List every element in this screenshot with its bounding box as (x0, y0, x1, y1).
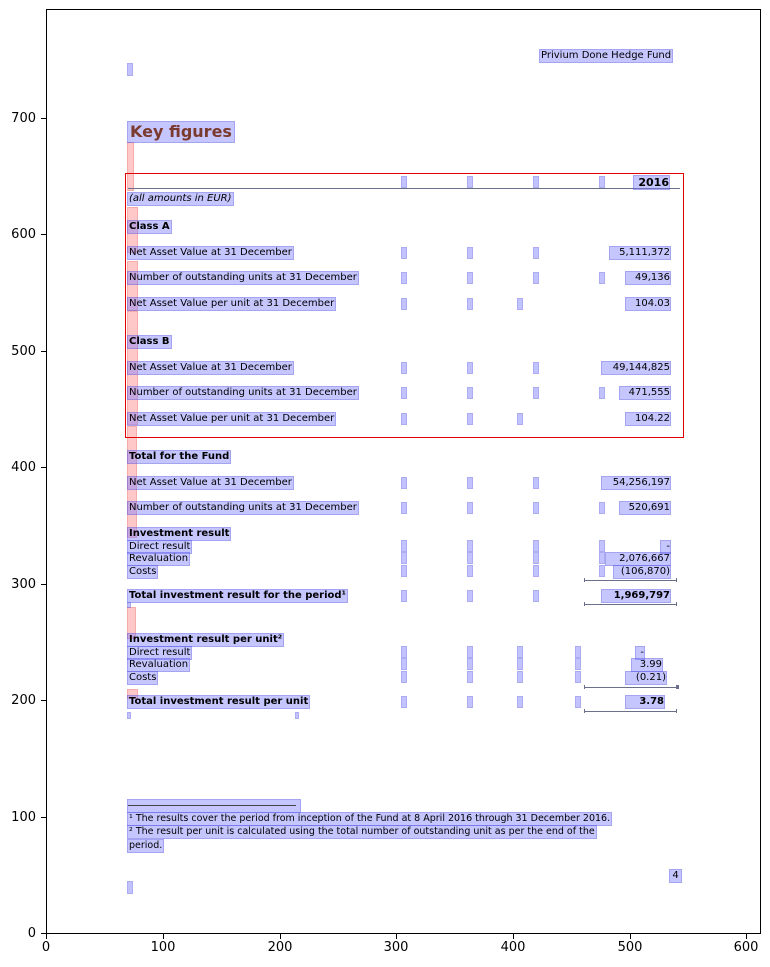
row-label: Revaluation (129, 659, 189, 670)
total-fund-heading: Total for the Fund (129, 451, 230, 462)
total-result-value: 1,969,797 (602, 590, 670, 602)
class-a-heading: Class A (129, 221, 170, 232)
row-label: Direct result (129, 541, 191, 552)
row-label: Net Asset Value per unit at 31 December (129, 298, 335, 309)
row-label: Number of outstanding units at 31 December (129, 502, 357, 513)
year-column-header: 2016 (634, 176, 669, 189)
footnote-1: ¹ The results cover the period from inception of the Fund at 8 April 2016 through 31 December 2016. (129, 813, 611, 824)
investment-result-heading: Investment result (129, 528, 230, 539)
top-frame (46, 9, 761, 10)
row-value: 3.99 (632, 659, 662, 671)
row-value: 49,144,825 (602, 362, 670, 374)
total-result-label: Total investment result for the period¹ (129, 590, 346, 601)
row-value: 104.22 (626, 413, 670, 425)
row-label: Direct result (129, 647, 191, 658)
row-label: Number of outstanding units at 31 December (129, 272, 357, 283)
subtotal-rule (584, 687, 676, 688)
y-tick-label: 100 (11, 810, 36, 825)
row-value: 54,256,197 (602, 477, 670, 489)
total-per-unit-label: Total investment result per unit (129, 696, 309, 707)
x-tick-label: 500 (617, 940, 643, 955)
footnote-separator-block (128, 800, 300, 812)
row-value: 104.03 (626, 298, 670, 310)
result-per-unit-heading: Investment result per unit² (129, 634, 283, 645)
row-label: Net Asset Value at 31 December (129, 247, 292, 258)
x-tick-label: 400 (500, 940, 526, 955)
row-value: - (661, 541, 670, 553)
left-axis (46, 9, 47, 934)
row-value: 5,111,372 (610, 247, 670, 259)
x-tick-label: 600 (733, 940, 759, 955)
row-value: (0.21) (626, 672, 666, 684)
x-tick-label: 100 (150, 940, 176, 955)
y-tick-label: 600 (11, 227, 36, 242)
footnote-separator (128, 805, 296, 806)
footnote-2: ² The result per unit is calculated using the total number of outstanding unit as per the end of the (129, 826, 595, 837)
row-label: Net Asset Value at 31 December (129, 477, 292, 488)
y-tick-label: 500 (11, 344, 36, 359)
y-tick-label: 0 (27, 926, 36, 941)
subtotal-rule (584, 580, 676, 581)
right-frame (760, 9, 761, 934)
fund-name-header: Privium Done Hedge Fund (541, 50, 672, 61)
page-title: Key figures (130, 122, 232, 141)
row-label: Net Asset Value at 31 December (129, 362, 292, 373)
row-value: - (636, 647, 644, 659)
y-tick-label: 300 (11, 577, 36, 592)
header-marker (128, 64, 132, 75)
total-rule (584, 604, 676, 605)
footer-marker (128, 882, 132, 893)
x-tick-label: 200 (267, 940, 293, 955)
y-tick-label: 400 (11, 460, 36, 475)
y-tick-label: 200 (11, 693, 36, 708)
class-b-heading: Class B (129, 336, 170, 347)
bottom-axis (46, 933, 761, 934)
row-label: Number of outstanding units at 31 December (129, 387, 357, 398)
x-tick-label: 300 (383, 940, 409, 955)
row-value: 471,555 (620, 387, 670, 399)
page-number: 4 (670, 870, 681, 882)
x-tick-label: 0 (41, 940, 51, 955)
header-rule (128, 188, 680, 189)
row-value: 49,136 (626, 272, 670, 284)
row-label: Net Asset Value per unit at 31 December (129, 413, 335, 424)
row-value: 520,691 (620, 502, 670, 514)
total-rule (584, 711, 676, 712)
y-tick-label: 700 (11, 111, 36, 126)
row-label: Costs (129, 566, 157, 577)
footnote-2-continued: period. (129, 840, 163, 851)
currency-note: (all amounts in EUR) (129, 193, 232, 204)
row-value: (106,870) (614, 566, 670, 578)
row-label: Costs (129, 672, 157, 683)
total-per-unit-value: 3.78 (626, 696, 664, 708)
row-label: Revaluation (129, 553, 189, 564)
row-value: 2,076,667 (606, 553, 670, 565)
